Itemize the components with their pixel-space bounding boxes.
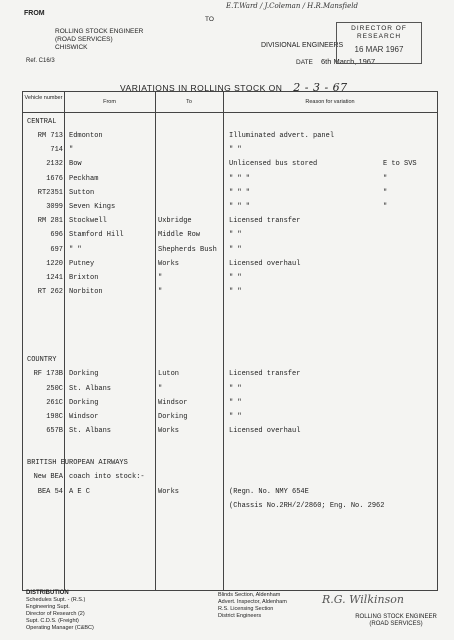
cell-from: St. Albans [69, 384, 112, 393]
cell-vehicle: 250C [46, 384, 63, 393]
title-text: VARIATIONS IN ROLLING STOCK ON [120, 83, 283, 93]
signatory-line: (ROAD SERVICES) [369, 621, 423, 627]
header-from: From [64, 92, 155, 113]
cell-vehicle: 1676 [46, 174, 63, 183]
cell-from: Sutton [69, 188, 95, 197]
section-heading: BRITISH EUROPEAN AIRWAYS [27, 459, 128, 468]
table-row [23, 288, 437, 302]
cell-to: Works [158, 259, 180, 268]
cell-to: Dorking [158, 413, 188, 421]
distribution-item: District Engineers [218, 613, 262, 619]
cell-from: " " [69, 245, 82, 254]
cell-to: " [158, 288, 163, 297]
cell-vehicle: RT 262 [37, 288, 63, 297]
cell-vehicle: RT2351 [37, 188, 63, 197]
distribution-item: Advert. Inspector, Aldenham [218, 599, 287, 605]
cell-vehicle: 1241 [46, 274, 63, 282]
table-row [23, 399, 437, 413]
cell-to: Works [158, 427, 180, 436]
table-row [23, 231, 437, 245]
distribution-item: R.S. Licensing Section [218, 606, 274, 612]
cell-reason: (Regn. No. NMY 654E [229, 487, 309, 496]
cell-vehicle: 1220 [46, 259, 63, 268]
from-line: CHISWICK [55, 44, 88, 51]
handwritten-initials: E.T.Ward / J.Coleman / H.R.Mansfield [226, 2, 358, 10]
cell-extra: " [383, 188, 388, 197]
table-row [23, 260, 437, 274]
section-heading: COUNTRY [27, 356, 57, 365]
cell-reason: Licensed overhaul [229, 259, 301, 268]
reference-number: Ref. C16/3 [26, 58, 55, 64]
cell-vehicle: 198C [46, 413, 63, 421]
table-row [23, 488, 437, 502]
from-address [55, 28, 175, 52]
cell-vehicle: 714 [50, 146, 63, 155]
table-row [23, 385, 437, 399]
date-value: 6th March, 1967 [320, 57, 376, 66]
cell-vehicle: 261C [46, 398, 63, 407]
cell-vehicle: 3099 [46, 203, 63, 211]
cell-from: Putney [69, 259, 95, 268]
header-vehicle-number: Vehicle number [23, 92, 64, 113]
table-row [23, 427, 437, 441]
signatory-title [351, 614, 441, 628]
table-row [23, 246, 437, 260]
table-row [23, 274, 437, 288]
cell-reason: " " [229, 231, 242, 240]
cell-to: " [158, 384, 163, 393]
cell-to: " [158, 274, 163, 282]
header-to: To [155, 92, 223, 113]
distribution-list-right [218, 592, 338, 620]
cell-extra: " [383, 174, 388, 183]
cell-vehicle: RF 173B [33, 370, 63, 379]
cell-to: Luton [158, 370, 180, 379]
cell-reason: " " [229, 288, 242, 297]
cell-reason: (Chassis No.2RH/2/2860; Eng. No. 2962 [229, 501, 385, 510]
cell-from: Windsor [69, 413, 99, 421]
cell-to: Middle Row [158, 231, 201, 240]
header-reason: Reason for variation [223, 92, 437, 113]
cell-from: St. Albans [69, 427, 112, 436]
to-label: TO [205, 16, 214, 23]
cell-from: Edmonton [69, 132, 103, 140]
table-row [23, 473, 437, 487]
cell-to: Uxbridge [158, 217, 192, 226]
cell-vehicle: 696 [50, 231, 63, 240]
variations-table [22, 91, 438, 591]
cell-reason: " " [229, 245, 242, 254]
distribution-item: Blinds Section, Aldenham [218, 592, 281, 598]
cell-from: Peckham [69, 174, 99, 183]
signature: R.G. Wilkinson [322, 593, 404, 606]
cell-reason: Licensed transfer [229, 217, 301, 226]
cell-reason: Licensed transfer [229, 370, 301, 379]
section-heading: CENTRAL [27, 118, 57, 126]
cell-reason: " " " [229, 203, 251, 211]
distribution-item: Operating Manager (C&BC) [26, 625, 94, 631]
table-row [23, 217, 437, 231]
cell-to: Works [158, 487, 180, 496]
cell-vehicle: 2132 [46, 160, 63, 169]
cell-from: Dorking [69, 370, 99, 379]
cell-to: Windsor [158, 398, 188, 407]
stamp-date: 16 MAR 1967 [354, 45, 404, 54]
from-label: FROM [24, 10, 45, 17]
distribution-item: Supt. C.D.S. (Freight) [26, 618, 79, 624]
cell-reason: " " [229, 146, 242, 155]
distribution-title: DISTRIBUTION [26, 590, 69, 596]
cell-reason: " " " [229, 188, 251, 197]
cell-reason: " " " [229, 174, 251, 183]
date-label: DATE [296, 59, 313, 66]
cell-reason: " " [229, 398, 242, 407]
cell-reason: Unlicensed bus stored [229, 160, 318, 169]
cell-from: Norbiton [69, 288, 103, 297]
cell-from: Seven Kings [69, 203, 116, 211]
cell-reason: " " [229, 384, 242, 393]
cell-vehicle: RM 281 [37, 217, 63, 226]
cell-to: Shepherds Bush [158, 245, 217, 254]
table-row [23, 175, 437, 189]
received-stamp [336, 22, 422, 64]
distribution-list [26, 590, 156, 632]
cell-from: Dorking [69, 398, 99, 407]
to-organisation: DIVISIONAL ENGINEERS [261, 42, 344, 49]
stamp-line: RESEARCH [356, 33, 402, 40]
cell-reason: Illuminated advert. panel [229, 132, 335, 140]
cell-vehicle: BEA 54 [37, 487, 63, 496]
cell-vehicle: 657B [46, 427, 63, 436]
table-row [23, 413, 437, 427]
cell-from: A E C [69, 487, 91, 496]
table-row [23, 203, 437, 217]
cell-from: " [69, 146, 74, 155]
cell-from: Bow [69, 160, 82, 169]
from-line: (ROAD SERVICES) [55, 36, 113, 43]
table-row [23, 502, 437, 516]
cell-reason: " " [229, 413, 242, 421]
table-row [23, 160, 437, 174]
distribution-item: Director of Research (2) [26, 611, 85, 617]
cell-from: coach into stock:- [69, 473, 145, 482]
cell-from: Stamford Hill [69, 231, 124, 240]
cell-vehicle: 697 [50, 245, 63, 254]
cell-extra: E to SVS [383, 160, 417, 169]
cell-reason: Licensed overhaul [229, 427, 301, 436]
cell-from: Brixton [69, 274, 99, 282]
table-row [23, 370, 437, 384]
distribution-item: Schedules Supt. - (R.S.) [26, 597, 86, 603]
cell-from: Stockwell [69, 217, 107, 226]
from-line: ROLLING STOCK ENGINEER [55, 28, 144, 35]
title-handwritten-date: 2 - 3 - 67 [293, 81, 348, 94]
stamp-line: DIRECTOR OF [351, 25, 407, 32]
table-row [23, 189, 437, 203]
cell-vehicle: New BEA [33, 473, 63, 482]
signatory-line: ROLLING STOCK ENGINEER [355, 614, 437, 620]
cell-extra: " [383, 203, 388, 211]
table-row [23, 146, 437, 160]
cell-vehicle: RM 713 [37, 132, 63, 140]
cell-reason: " " [229, 274, 242, 282]
distribution-item: Engineering Supt. [26, 604, 70, 610]
table-row [23, 132, 437, 146]
